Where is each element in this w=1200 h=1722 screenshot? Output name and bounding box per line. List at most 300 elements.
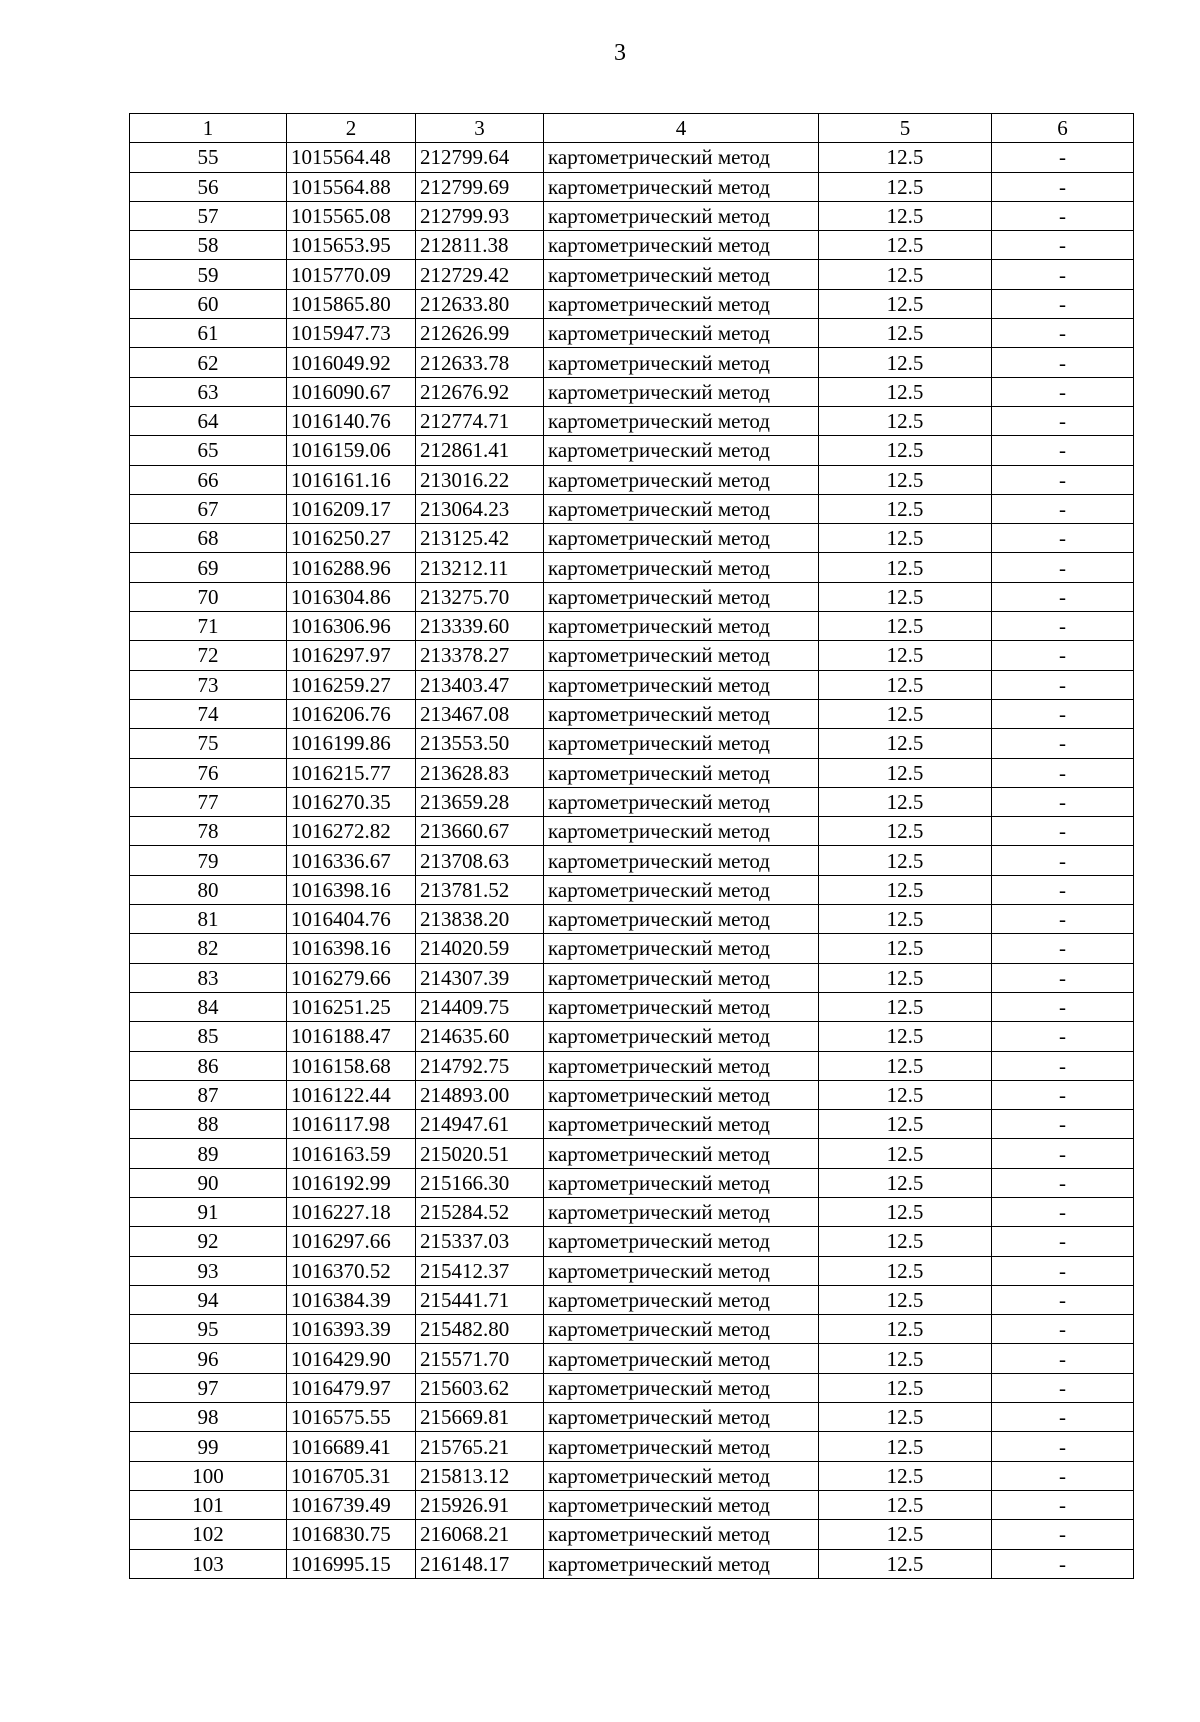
cell-y-coordinate: 214307.39 [416,963,544,992]
cell-y-coordinate: 212633.80 [416,289,544,318]
cell-y-coordinate: 215284.52 [416,1197,544,1226]
cell-y-coordinate: 215765.21 [416,1432,544,1461]
cell-point-number: 64 [130,406,287,435]
table-row [130,1227,1134,1256]
cell-accuracy: 12.5 [819,319,992,348]
cell-x-coordinate: 1016288.96 [287,553,416,582]
table-row [130,377,1134,406]
cell-accuracy: 12.5 [819,377,992,406]
cell-point-number: 90 [130,1168,287,1197]
cell-accuracy: 12.5 [819,260,992,289]
table-row [130,641,1134,670]
cell-method: картометрический метод [544,1432,819,1461]
cell-description: - [992,1344,1134,1373]
cell-x-coordinate: 1016188.47 [287,1022,416,1051]
cell-point-number: 78 [130,817,287,846]
cell-x-coordinate: 1016297.97 [287,641,416,670]
cell-point-number: 59 [130,260,287,289]
cell-description: - [992,260,1134,289]
cell-point-number: 94 [130,1285,287,1314]
column-header-y: 3 [416,114,544,143]
cell-x-coordinate: 1016272.82 [287,817,416,846]
cell-y-coordinate: 213781.52 [416,875,544,904]
cell-x-coordinate: 1015565.08 [287,201,416,230]
cell-x-coordinate: 1016689.41 [287,1432,416,1461]
cell-accuracy: 12.5 [819,406,992,435]
cell-x-coordinate: 1016117.98 [287,1110,416,1139]
cell-y-coordinate: 216068.21 [416,1520,544,1549]
cell-description: - [992,1168,1134,1197]
cell-method: картометрический метод [544,963,819,992]
cell-description: - [992,231,1134,260]
cell-method: картометрический метод [544,1227,819,1256]
cell-y-coordinate: 213125.42 [416,524,544,553]
cell-y-coordinate: 214947.61 [416,1110,544,1139]
cell-accuracy: 12.5 [819,1520,992,1549]
table-row [130,1432,1134,1461]
cell-point-number: 73 [130,670,287,699]
cell-method: картометрический метод [544,406,819,435]
cell-description: - [992,1373,1134,1402]
table-row [130,1168,1134,1197]
cell-description: - [992,1549,1134,1578]
cell-y-coordinate: 215571.70 [416,1344,544,1373]
cell-method: картометрический метод [544,641,819,670]
cell-y-coordinate: 213708.63 [416,846,544,875]
cell-x-coordinate: 1016279.66 [287,963,416,992]
table-row [130,1051,1134,1080]
cell-point-number: 102 [130,1520,287,1549]
cell-x-coordinate: 1016259.27 [287,670,416,699]
table-row [130,348,1134,377]
cell-method: картометрический метод [544,1022,819,1051]
cell-x-coordinate: 1016159.06 [287,436,416,465]
cell-x-coordinate: 1016158.68 [287,1051,416,1080]
cell-method: картометрический метод [544,729,819,758]
cell-accuracy: 12.5 [819,436,992,465]
cell-method: картометрический метод [544,875,819,904]
cell-point-number: 86 [130,1051,287,1080]
table-row [130,260,1134,289]
column-header-method: 4 [544,114,819,143]
cell-x-coordinate: 1016049.92 [287,348,416,377]
cell-x-coordinate: 1016398.16 [287,934,416,963]
cell-y-coordinate: 214893.00 [416,1080,544,1109]
cell-method: картометрический метод [544,289,819,318]
cell-accuracy: 12.5 [819,1344,992,1373]
cell-point-number: 91 [130,1197,287,1226]
cell-x-coordinate: 1016830.75 [287,1520,416,1549]
cell-method: картометрический метод [544,1490,819,1519]
cell-x-coordinate: 1015564.48 [287,143,416,172]
cell-x-coordinate: 1016192.99 [287,1168,416,1197]
cell-method: картометрический метод [544,934,819,963]
cell-description: - [992,1256,1134,1285]
cell-description: - [992,1080,1134,1109]
cell-accuracy: 12.5 [819,143,992,172]
cell-accuracy: 12.5 [819,553,992,582]
cell-y-coordinate: 214020.59 [416,934,544,963]
cell-method: картометрический метод [544,260,819,289]
cell-x-coordinate: 1016209.17 [287,494,416,523]
cell-method: картометрический метод [544,201,819,230]
cell-method: картометрический метод [544,1549,819,1578]
cell-accuracy: 12.5 [819,670,992,699]
cell-description: - [992,992,1134,1021]
cell-description: - [992,1461,1134,1490]
table-row [130,875,1134,904]
table-row [130,1549,1134,1578]
cell-point-number: 75 [130,729,287,758]
table-row [130,231,1134,260]
cell-y-coordinate: 212799.64 [416,143,544,172]
cell-point-number: 55 [130,143,287,172]
table-row [130,524,1134,553]
cell-x-coordinate: 1016393.39 [287,1315,416,1344]
table-row [130,1461,1134,1490]
cell-point-number: 67 [130,494,287,523]
page-number: 3 [614,40,626,66]
cell-point-number: 76 [130,758,287,787]
table-row [130,172,1134,201]
cell-method: картометрический метод [544,612,819,641]
cell-method: картометрический метод [544,1256,819,1285]
cell-point-number: 63 [130,377,287,406]
cell-accuracy: 12.5 [819,465,992,494]
cell-method: картометрический метод [544,1344,819,1373]
cell-description: - [992,1432,1134,1461]
table-row [130,406,1134,435]
cell-x-coordinate: 1016090.67 [287,377,416,406]
cell-method: картометрический метод [544,699,819,728]
cell-description: - [992,1227,1134,1256]
cell-description: - [992,1139,1134,1168]
cell-point-number: 72 [130,641,287,670]
cell-description: - [992,1315,1134,1344]
table-row [130,143,1134,172]
cell-description: - [992,846,1134,875]
cell-accuracy: 12.5 [819,846,992,875]
cell-x-coordinate: 1016306.96 [287,612,416,641]
cell-description: - [992,817,1134,846]
table-row [130,787,1134,816]
cell-description: - [992,172,1134,201]
cell-description: - [992,1285,1134,1314]
cell-method: картометрический метод [544,231,819,260]
cell-description: - [992,201,1134,230]
cell-x-coordinate: 1015865.80 [287,289,416,318]
table-row [130,905,1134,934]
cell-accuracy: 12.5 [819,1051,992,1080]
cell-y-coordinate: 215813.12 [416,1461,544,1490]
cell-description: - [992,1520,1134,1549]
table-row [130,582,1134,611]
cell-y-coordinate: 213403.47 [416,670,544,699]
cell-point-number: 81 [130,905,287,934]
cell-accuracy: 12.5 [819,963,992,992]
cell-method: картометрический метод [544,436,819,465]
cell-accuracy: 12.5 [819,1110,992,1139]
cell-method: картометрический метод [544,1403,819,1432]
cell-accuracy: 12.5 [819,1168,992,1197]
cell-description: - [992,436,1134,465]
cell-method: картометрический метод [544,817,819,846]
table-row [130,289,1134,318]
table-row [130,1139,1134,1168]
cell-point-number: 69 [130,553,287,582]
table-row [130,846,1134,875]
cell-x-coordinate: 1016705.31 [287,1461,416,1490]
cell-y-coordinate: 213553.50 [416,729,544,758]
cell-x-coordinate: 1015653.95 [287,231,416,260]
table-row [130,1373,1134,1402]
cell-description: - [992,1110,1134,1139]
table-row [130,1403,1134,1432]
cell-point-number: 96 [130,1344,287,1373]
cell-x-coordinate: 1016161.16 [287,465,416,494]
cell-x-coordinate: 1016304.86 [287,582,416,611]
cell-point-number: 65 [130,436,287,465]
cell-y-coordinate: 212811.38 [416,231,544,260]
cell-method: картометрический метод [544,905,819,934]
cell-method: картометрический метод [544,348,819,377]
cell-point-number: 57 [130,201,287,230]
table-row [130,670,1134,699]
cell-description: - [992,699,1134,728]
cell-point-number: 98 [130,1403,287,1432]
cell-y-coordinate: 215669.81 [416,1403,544,1432]
table-row [130,1315,1134,1344]
cell-y-coordinate: 213838.20 [416,905,544,934]
cell-accuracy: 12.5 [819,1315,992,1344]
cell-description: - [992,406,1134,435]
cell-y-coordinate: 212861.41 [416,436,544,465]
coordinates-table [129,113,1134,1579]
cell-accuracy: 12.5 [819,1227,992,1256]
cell-method: картометрический метод [544,846,819,875]
table-row [130,1197,1134,1226]
cell-x-coordinate: 1015564.88 [287,172,416,201]
cell-description: - [992,670,1134,699]
cell-method: картометрический метод [544,524,819,553]
cell-y-coordinate: 213628.83 [416,758,544,787]
table-row [130,817,1134,846]
cell-method: картометрический метод [544,1110,819,1139]
cell-description: - [992,1197,1134,1226]
cell-accuracy: 12.5 [819,934,992,963]
cell-y-coordinate: 215441.71 [416,1285,544,1314]
cell-method: картометрический метод [544,1197,819,1226]
cell-y-coordinate: 215482.80 [416,1315,544,1344]
column-header-x: 2 [287,114,416,143]
cell-x-coordinate: 1016140.76 [287,406,416,435]
cell-method: картометрический метод [544,172,819,201]
table-row [130,319,1134,348]
cell-x-coordinate: 1016227.18 [287,1197,416,1226]
cell-accuracy: 12.5 [819,641,992,670]
cell-accuracy: 12.5 [819,494,992,523]
cell-method: картометрический метод [544,1461,819,1490]
cell-point-number: 71 [130,612,287,641]
cell-point-number: 89 [130,1139,287,1168]
cell-point-number: 85 [130,1022,287,1051]
cell-x-coordinate: 1016479.97 [287,1373,416,1402]
cell-method: картометрический метод [544,1373,819,1402]
cell-accuracy: 12.5 [819,582,992,611]
cell-description: - [992,524,1134,553]
cell-method: картометрический метод [544,1139,819,1168]
cell-y-coordinate: 212799.69 [416,172,544,201]
table-row [130,758,1134,787]
cell-description: - [992,377,1134,406]
cell-method: картометрический метод [544,1285,819,1314]
cell-description: - [992,758,1134,787]
cell-y-coordinate: 215020.51 [416,1139,544,1168]
cell-x-coordinate: 1016163.59 [287,1139,416,1168]
cell-accuracy: 12.5 [819,817,992,846]
table-row [130,699,1134,728]
cell-accuracy: 12.5 [819,1022,992,1051]
cell-method: картометрический метод [544,670,819,699]
cell-point-number: 68 [130,524,287,553]
table-row [130,553,1134,582]
cell-method: картометрический метод [544,1168,819,1197]
cell-y-coordinate: 214635.60 [416,1022,544,1051]
cell-x-coordinate: 1016251.25 [287,992,416,1021]
cell-description: - [992,1022,1134,1051]
cell-description: - [992,465,1134,494]
cell-x-coordinate: 1016398.16 [287,875,416,904]
cell-accuracy: 12.5 [819,612,992,641]
cell-x-coordinate: 1016122.44 [287,1080,416,1109]
cell-description: - [992,641,1134,670]
cell-y-coordinate: 215603.62 [416,1373,544,1402]
cell-y-coordinate: 212774.71 [416,406,544,435]
cell-description: - [992,934,1134,963]
cell-accuracy: 12.5 [819,787,992,816]
column-header-description: 6 [992,114,1134,143]
table-row [130,1080,1134,1109]
column-header-accuracy: 5 [819,114,992,143]
cell-accuracy: 12.5 [819,348,992,377]
cell-x-coordinate: 1015770.09 [287,260,416,289]
table-header-row [130,114,1134,143]
cell-description: - [992,787,1134,816]
cell-accuracy: 12.5 [819,875,992,904]
cell-x-coordinate: 1016404.76 [287,905,416,934]
cell-point-number: 88 [130,1110,287,1139]
cell-y-coordinate: 213275.70 [416,582,544,611]
table-row [130,934,1134,963]
cell-y-coordinate: 212729.42 [416,260,544,289]
cell-description: - [992,905,1134,934]
cell-accuracy: 12.5 [819,729,992,758]
cell-method: картометрический метод [544,465,819,494]
cell-x-coordinate: 1016215.77 [287,758,416,787]
cell-point-number: 93 [130,1256,287,1285]
cell-description: - [992,963,1134,992]
cell-method: картометрический метод [544,582,819,611]
cell-point-number: 56 [130,172,287,201]
cell-method: картометрический метод [544,553,819,582]
cell-x-coordinate: 1016297.66 [287,1227,416,1256]
table-row [130,1285,1134,1314]
cell-method: картометрический метод [544,1520,819,1549]
cell-y-coordinate: 213064.23 [416,494,544,523]
cell-y-coordinate: 213212.11 [416,553,544,582]
cell-accuracy: 12.5 [819,1139,992,1168]
cell-description: - [992,348,1134,377]
cell-accuracy: 12.5 [819,905,992,934]
cell-method: картометрический метод [544,319,819,348]
table-row [130,992,1134,1021]
cell-point-number: 70 [130,582,287,611]
cell-y-coordinate: 212633.78 [416,348,544,377]
cell-y-coordinate: 212799.93 [416,201,544,230]
cell-x-coordinate: 1016739.49 [287,1490,416,1519]
cell-y-coordinate: 214792.75 [416,1051,544,1080]
cell-accuracy: 12.5 [819,699,992,728]
table-row [130,1490,1134,1519]
cell-accuracy: 12.5 [819,758,992,787]
cell-description: - [992,582,1134,611]
cell-description: - [992,319,1134,348]
table-row [130,612,1134,641]
cell-method: картометрический метод [544,1080,819,1109]
cell-x-coordinate: 1016995.15 [287,1549,416,1578]
table-row [130,1110,1134,1139]
cell-point-number: 62 [130,348,287,377]
cell-y-coordinate: 213467.08 [416,699,544,728]
cell-method: картометрический метод [544,143,819,172]
cell-point-number: 66 [130,465,287,494]
cell-x-coordinate: 1016336.67 [287,846,416,875]
cell-point-number: 58 [130,231,287,260]
cell-x-coordinate: 1016575.55 [287,1403,416,1432]
cell-x-coordinate: 1015947.73 [287,319,416,348]
cell-accuracy: 12.5 [819,1490,992,1519]
cell-accuracy: 12.5 [819,524,992,553]
cell-description: - [992,1490,1134,1519]
cell-y-coordinate: 212676.92 [416,377,544,406]
cell-y-coordinate: 212626.99 [416,319,544,348]
table-row [130,1022,1134,1051]
cell-point-number: 61 [130,319,287,348]
table-row [130,1520,1134,1549]
cell-y-coordinate: 215412.37 [416,1256,544,1285]
cell-description: - [992,289,1134,318]
cell-method: картометрический метод [544,1315,819,1344]
cell-accuracy: 12.5 [819,172,992,201]
cell-description: - [992,875,1134,904]
table-row [130,465,1134,494]
cell-description: - [992,494,1134,523]
cell-accuracy: 12.5 [819,1461,992,1490]
table-row [130,201,1134,230]
cell-accuracy: 12.5 [819,1197,992,1226]
cell-point-number: 103 [130,1549,287,1578]
cell-description: - [992,1051,1134,1080]
cell-method: картометрический метод [544,494,819,523]
cell-point-number: 74 [130,699,287,728]
cell-point-number: 100 [130,1461,287,1490]
cell-description: - [992,1403,1134,1432]
cell-x-coordinate: 1016270.35 [287,787,416,816]
cell-accuracy: 12.5 [819,1256,992,1285]
cell-y-coordinate: 215166.30 [416,1168,544,1197]
table-row [130,436,1134,465]
cell-y-coordinate: 214409.75 [416,992,544,1021]
